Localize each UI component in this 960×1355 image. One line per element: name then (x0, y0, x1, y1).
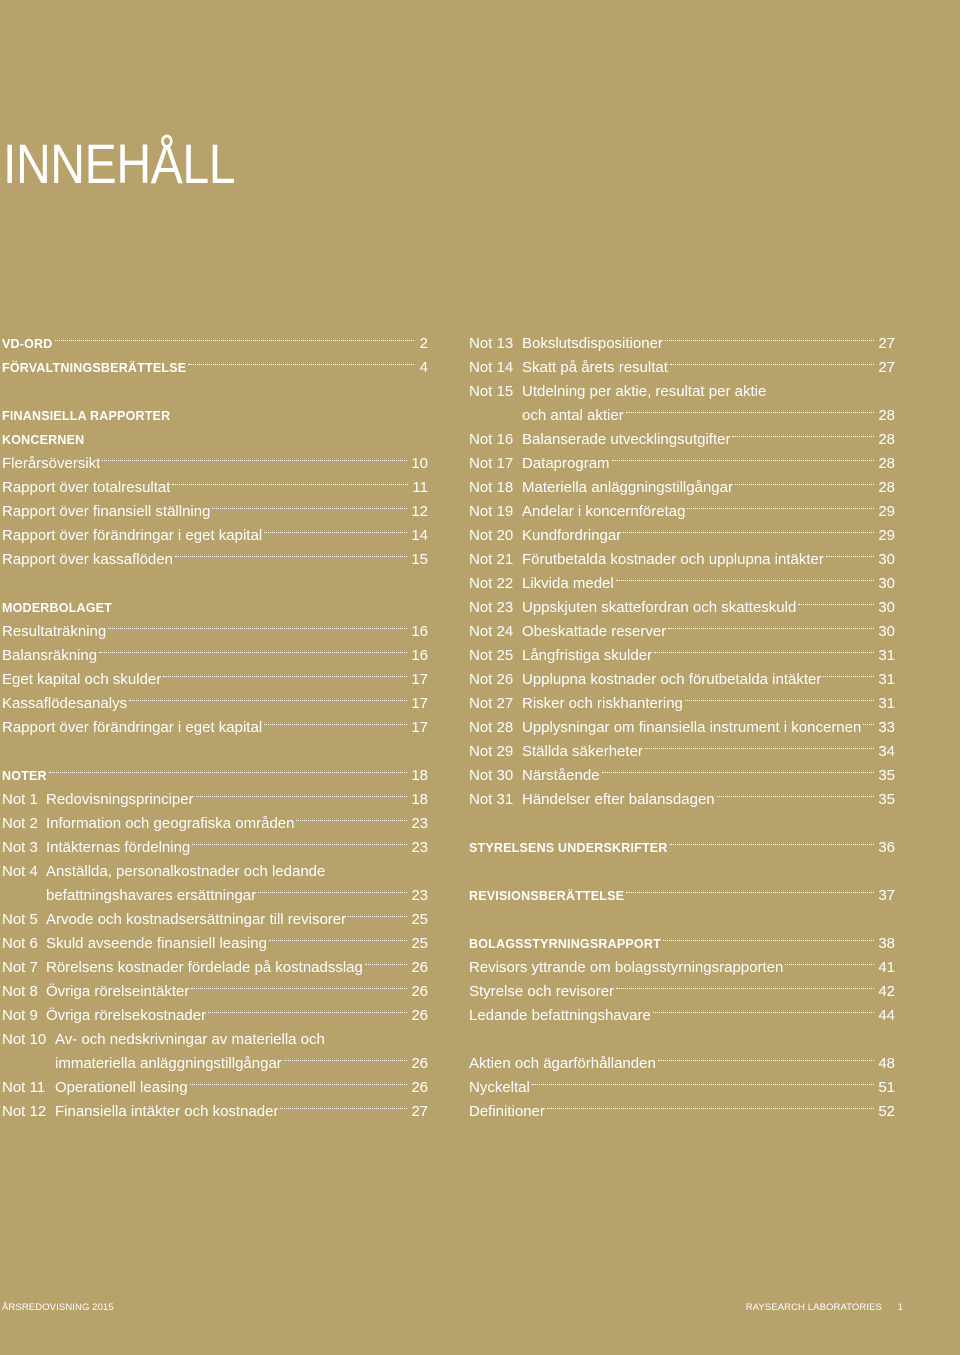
dot-leader (823, 676, 874, 677)
dot-leader (264, 724, 407, 725)
dot-leader (102, 460, 407, 461)
section-heading: MODERBOLAGET (2, 601, 113, 615)
dot-leader (175, 556, 407, 557)
page-number: 29 (878, 527, 895, 544)
dot-leader (798, 604, 874, 605)
dot-leader (212, 508, 407, 509)
toc-entry[interactable] (2, 332, 428, 356)
note-number: Not 24 (469, 623, 514, 640)
dot-leader (668, 628, 874, 629)
entry-label: immateriella anläggningstillgångar (55, 1055, 282, 1072)
toc-entry[interactable] (2, 908, 428, 932)
note-number: Not 20 (469, 527, 514, 544)
toc-entry[interactable] (2, 1076, 428, 1100)
dot-leader (863, 724, 874, 725)
entry-label: Uppskjuten skattefordran och skatteskuld (522, 599, 797, 616)
dot-leader (196, 796, 408, 797)
page-number: 29 (878, 503, 895, 520)
entry-label: Styrelse och revisorer (469, 983, 615, 1000)
page-number: 10 (411, 455, 428, 472)
note-number: Not 3 (2, 839, 38, 856)
entry-label: Förutbetalda kostnader och upplupna intäkter (522, 551, 824, 568)
page-number: 26 (411, 959, 428, 976)
dot-leader (616, 580, 875, 581)
toc-entry[interactable] (469, 500, 895, 524)
entry-label: befattningshavares ersättningar (46, 887, 257, 904)
note-number: Not 8 (2, 983, 38, 1000)
page-number: 28 (878, 455, 895, 472)
dot-leader (658, 1060, 875, 1061)
footer-page-number: 1 (897, 1302, 903, 1313)
toc-entry[interactable] (469, 1076, 895, 1100)
toc-entry (469, 380, 895, 404)
toc-entry[interactable] (469, 740, 895, 764)
note-number: Not 27 (469, 695, 514, 712)
dot-leader (547, 1108, 874, 1109)
toc-entry[interactable] (469, 548, 895, 572)
note-number: Not 26 (469, 671, 514, 688)
note-number: Not 25 (469, 647, 514, 664)
footer-report-name: ÅRSREDOVISNING 2015 (2, 1302, 114, 1313)
note-number: Not 31 (469, 791, 514, 808)
dot-leader (190, 1084, 408, 1085)
entry-label: Långfristiga skulder (522, 647, 653, 664)
entry-label: Kundfordringar (522, 527, 622, 544)
note-number: Not 15 (469, 383, 514, 400)
toc-entry[interactable] (469, 644, 895, 668)
toc-entry[interactable] (469, 596, 895, 620)
toc-entry[interactable] (469, 668, 895, 692)
spacer (2, 572, 428, 596)
spacer (2, 740, 428, 764)
toc-entry[interactable] (469, 572, 895, 596)
note-number: Not 29 (469, 743, 514, 760)
page-number: 4 (419, 359, 428, 376)
entry-label: Finansiella intäkter och kostnader (55, 1103, 279, 1120)
entry-label: Nyckeltal (469, 1079, 530, 1096)
note-number: Not 14 (469, 359, 514, 376)
entry-label: Skatt på årets resultat (522, 359, 668, 376)
dot-leader (258, 892, 407, 893)
page-number: 14 (411, 527, 428, 544)
entry-label: Rapport över förändringar i eget kapital (2, 527, 263, 544)
toc-entry[interactable] (2, 1100, 428, 1124)
entry-label: Intäkternas fördelning (46, 839, 191, 856)
dot-leader (670, 364, 874, 365)
dot-leader (532, 1084, 874, 1085)
dot-leader (717, 796, 875, 797)
note-number: Not 13 (469, 335, 514, 352)
page-number: 51 (878, 1079, 895, 1096)
footer-company-name: RAYSEARCH LABORATORIES (745, 1302, 882, 1313)
dot-leader (670, 844, 875, 845)
entry-label: VD-ORD (2, 337, 53, 351)
page-number: 12 (411, 503, 428, 520)
page-number: 31 (878, 671, 895, 688)
entry-label: Rapport över finansiell ställning (2, 503, 211, 520)
toc-entry[interactable] (469, 332, 895, 356)
page-number: 31 (878, 695, 895, 712)
dot-leader (612, 460, 875, 461)
page-number: 11 (412, 479, 428, 496)
toc-entry[interactable] (469, 1052, 895, 1076)
page-number: 30 (878, 551, 895, 568)
dot-leader (687, 508, 874, 509)
page-number: 30 (878, 599, 895, 616)
toc-entry[interactable] (469, 1004, 895, 1028)
dot-leader (99, 652, 407, 653)
dot-leader (191, 988, 407, 989)
entry-label: Andelar i koncernföretag (522, 503, 686, 520)
note-number: Not 30 (469, 767, 514, 784)
entry-label: Balansräkning (2, 647, 98, 664)
dot-leader (49, 772, 408, 773)
page-number: 17 (411, 695, 428, 712)
entry-label: Obeskattade reserver (522, 623, 667, 640)
toc-entry[interactable] (2, 692, 428, 716)
page-number: 26 (411, 1055, 428, 1072)
dot-leader (735, 484, 874, 485)
entry-label: REVISIONSBERÄTTELSE (469, 889, 625, 903)
dot-leader (645, 748, 874, 749)
entry-label: Rapport över kassaflöden (2, 551, 173, 568)
dot-leader (732, 436, 874, 437)
entry-label: Upplupna kostnader och förutbetalda intäkter (522, 671, 822, 688)
entry-label: Händelser efter balansdagen (522, 791, 715, 808)
toc-entry[interactable] (469, 404, 895, 428)
page-number: 35 (878, 791, 895, 808)
toc-entry[interactable] (469, 1100, 895, 1124)
dot-leader (269, 940, 407, 941)
dot-leader (188, 364, 414, 365)
dot-leader (172, 484, 408, 485)
toc-entry[interactable] (2, 956, 428, 980)
toc-entry[interactable] (2, 932, 428, 956)
page-number: 25 (411, 935, 428, 952)
note-number: Not 5 (2, 911, 38, 928)
page-number: 15 (411, 551, 428, 568)
toc-entry[interactable] (469, 524, 895, 548)
spacer (469, 812, 895, 836)
page-number: 28 (878, 407, 895, 424)
entry-label: Rapport över förändringar i eget kapital (2, 719, 263, 736)
toc-entry[interactable] (469, 836, 895, 860)
page-number: 30 (878, 623, 895, 640)
entry-label: NOTER (2, 769, 47, 783)
spacer (469, 908, 895, 932)
page-number: 30 (878, 575, 895, 592)
page-number: 33 (878, 719, 895, 736)
dot-leader (348, 916, 407, 917)
page-number: 34 (878, 743, 895, 760)
note-number: Not 6 (2, 935, 38, 952)
spacer (469, 860, 895, 884)
toc-entry[interactable] (2, 356, 428, 380)
toc-entry[interactable] (2, 1004, 428, 1028)
dot-leader (602, 772, 875, 773)
entry-label: Övriga rörelseintäkter (46, 983, 190, 1000)
note-number: Not 17 (469, 455, 514, 472)
toc-entry[interactable] (2, 884, 428, 908)
page-number: 17 (411, 671, 428, 688)
page-number: 37 (878, 887, 895, 904)
toc-entry[interactable] (469, 716, 895, 740)
dot-leader (192, 844, 407, 845)
entry-label: Bokslutsdispositioner (522, 335, 663, 352)
entry-label: och antal aktier (522, 407, 624, 424)
toc-entry[interactable] (2, 548, 428, 572)
entry-label: Rörelsens kostnader fördelade på kostnadsslag (46, 959, 363, 976)
dot-leader (365, 964, 407, 965)
page-number: 18 (411, 791, 428, 808)
entry-label: Rapport över totalresultat (2, 479, 171, 496)
toc-entry[interactable] (469, 956, 895, 980)
section-heading: FINANSIELLA RAPPORTER (2, 409, 171, 423)
entry-label: Information och geografiska områden (46, 815, 295, 832)
page-number: 26 (411, 1079, 428, 1096)
entry-label: Arvode och kostnadsersättningar till revisorer (46, 911, 347, 928)
dot-leader (296, 820, 407, 821)
entry-label: Operationell leasing (55, 1079, 188, 1096)
entry-label: Av- och nedskrivningar av materiella och (55, 1031, 325, 1048)
page-number: 17 (411, 719, 428, 736)
dot-leader (785, 964, 874, 965)
toc-entry[interactable] (469, 764, 895, 788)
page-number: 41 (878, 959, 895, 976)
toc-left-column (2, 332, 428, 1124)
dot-leader (826, 556, 874, 557)
note-number: Not 28 (469, 719, 514, 736)
page-number: 27 (411, 1103, 428, 1120)
page-number: 23 (411, 839, 428, 856)
toc-entry[interactable] (469, 788, 895, 812)
toc-right-column (469, 332, 895, 1124)
toc-entry[interactable] (2, 524, 428, 548)
dot-leader (284, 1060, 408, 1061)
dot-leader (616, 988, 874, 989)
toc-entry[interactable] (2, 836, 428, 860)
page-number: 36 (878, 839, 895, 856)
note-number: Not 11 (2, 1079, 46, 1096)
entry-label: BOLAGSSTYRNINGSRAPPORT (469, 937, 661, 951)
toc-entry[interactable] (2, 452, 428, 476)
toc-entry[interactable] (2, 1052, 428, 1076)
entry-label: Flerårsöversikt (2, 455, 101, 472)
toc-entry[interactable] (469, 620, 895, 644)
toc-entry (2, 1028, 428, 1052)
note-number: Not 7 (2, 959, 38, 976)
entry-label: Dataprogram (522, 455, 610, 472)
entry-label: Övriga rörelsekostnader (46, 1007, 207, 1024)
toc-entry[interactable] (469, 476, 895, 500)
toc-entry[interactable] (2, 788, 428, 812)
note-number: Not 16 (469, 431, 514, 448)
page-number: 16 (411, 647, 428, 664)
note-number: Not 21 (469, 551, 514, 568)
page-number: 44 (878, 1007, 895, 1024)
page-number: 42 (878, 983, 895, 1000)
entry-label: Resultaträkning (2, 623, 107, 640)
page-number: 16 (411, 623, 428, 640)
note-number: Not 18 (469, 479, 514, 496)
page-number: 27 (878, 335, 895, 352)
toc-entry[interactable] (469, 692, 895, 716)
entry-label: Definitioner (469, 1103, 545, 1120)
entry-label: Ställda säkerheter (522, 743, 643, 760)
toc-entry[interactable] (2, 980, 428, 1004)
page-number: 28 (878, 431, 895, 448)
page-title: INNEHÅLL (3, 132, 236, 195)
toc-entry[interactable] (2, 476, 428, 500)
page-number: 52 (878, 1103, 895, 1120)
page-number: 31 (878, 647, 895, 664)
dot-leader (685, 700, 874, 701)
note-number: Not 9 (2, 1007, 38, 1024)
entry-label: Likvida medel (522, 575, 614, 592)
dot-leader (653, 1012, 874, 1013)
toc-entry[interactable] (2, 644, 428, 668)
entry-label: Redovisningsprinciper (46, 791, 194, 808)
dot-leader (623, 532, 874, 533)
toc-entry[interactable] (469, 932, 895, 956)
entry-label: Aktien och ägarförhållanden (469, 1055, 656, 1072)
note-number: Not 22 (469, 575, 514, 592)
section-heading: KONCERNEN (2, 433, 85, 447)
entry-label: Balanserade utvecklingsutgifter (522, 431, 731, 448)
toc-entry[interactable] (2, 716, 428, 740)
spacer (469, 1028, 895, 1052)
toc-entry[interactable] (2, 500, 428, 524)
toc-entry[interactable] (469, 452, 895, 476)
entry-label: FÖRVALTNINGSBERÄTTELSE (2, 361, 187, 375)
page-number: 23 (411, 815, 428, 832)
entry-label: Risker och riskhantering (522, 695, 683, 712)
note-number: Not 4 (2, 863, 38, 880)
page-number: 48 (878, 1055, 895, 1072)
dot-leader (129, 700, 407, 701)
page-number: 38 (878, 935, 895, 952)
page-number: 23 (411, 887, 428, 904)
dot-leader (654, 652, 874, 653)
entry-label: Utdelning per aktie, resultat per aktie (522, 383, 767, 400)
entry-label: Anställda, personalkostnader och ledande (46, 863, 326, 880)
toc-entry[interactable] (2, 812, 428, 836)
page-number: 35 (878, 767, 895, 784)
note-number: Not 23 (469, 599, 514, 616)
entry-label: Kassaflödesanalys (2, 695, 128, 712)
page-number: 25 (411, 911, 428, 928)
toc-entry[interactable] (469, 356, 895, 380)
page-number: 28 (878, 479, 895, 496)
page-number: 2 (419, 335, 428, 352)
dot-leader (665, 340, 874, 341)
dot-leader (208, 1012, 407, 1013)
entry-label: STYRELSENS UNDERSKRIFTER (469, 841, 668, 855)
dot-leader (163, 676, 407, 677)
page-number: 18 (411, 767, 428, 784)
toc-entry[interactable] (469, 884, 895, 908)
dot-leader (108, 628, 407, 629)
entry-label: Materiella anläggningstillgångar (522, 479, 733, 496)
dot-leader (626, 412, 875, 413)
dot-leader (280, 1108, 407, 1109)
entry-label: Ledande befattningshavare (469, 1007, 651, 1024)
toc-entry[interactable] (2, 764, 428, 788)
note-number: Not 1 (2, 791, 38, 808)
page-number: 26 (411, 983, 428, 1000)
toc-entry (2, 860, 428, 884)
dot-leader (264, 532, 407, 533)
note-number: Not 19 (469, 503, 514, 520)
spacer (2, 380, 428, 404)
entry-label: Skuld avseende finansiell leasing (46, 935, 267, 952)
page-number: 26 (411, 1007, 428, 1024)
page-number: 27 (878, 359, 895, 376)
note-number: Not 10 (2, 1031, 47, 1048)
entry-label: Eget kapital och skulder (2, 671, 162, 688)
toc-entry[interactable] (2, 620, 428, 644)
toc-entry[interactable] (2, 668, 428, 692)
entry-label: Revisors yttrande om bolagsstyrningsrapporten (469, 959, 784, 976)
entry-label: Närstående (522, 767, 600, 784)
dot-leader (55, 340, 414, 341)
toc-entry[interactable] (469, 980, 895, 1004)
note-number: Not 2 (2, 815, 38, 832)
toc-entry[interactable] (469, 428, 895, 452)
note-number: Not 12 (2, 1103, 47, 1120)
entry-label: Upplysningar om finansiella instrument i koncernen (522, 719, 862, 736)
dot-leader (626, 892, 874, 893)
dot-leader (663, 940, 874, 941)
